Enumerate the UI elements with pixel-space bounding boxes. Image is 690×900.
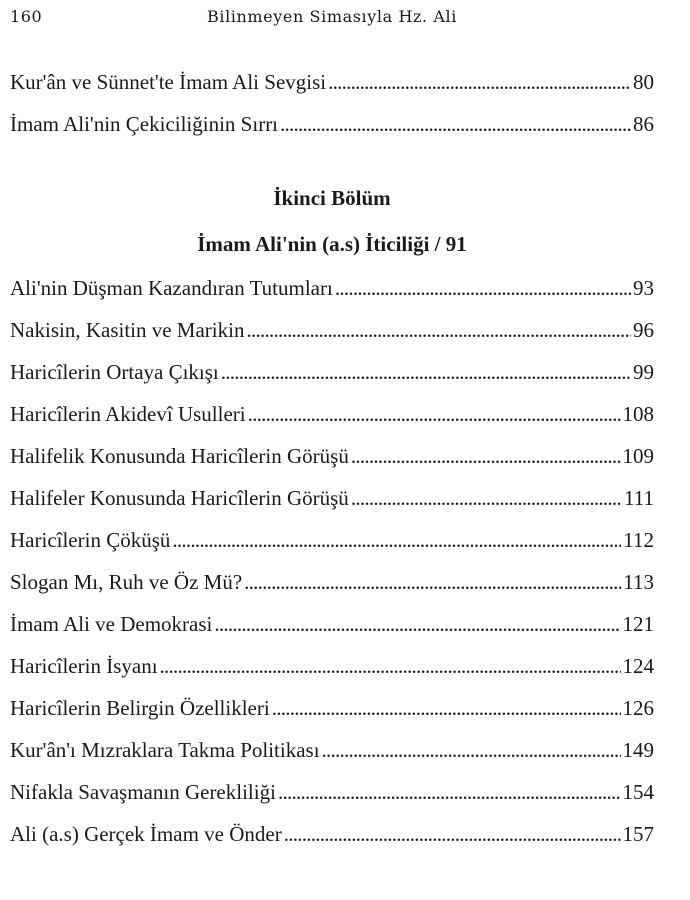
dot-leader bbox=[328, 70, 631, 95]
toc-entry bbox=[10, 696, 654, 738]
toc-entry-title: Kur'ân'ı Mızraklara Takma Politikası bbox=[10, 738, 320, 762]
toc-entry-page: 86 bbox=[633, 112, 654, 136]
toc-entry-page: 124 bbox=[622, 654, 654, 678]
part-heading: İkinci Bölüm bbox=[273, 186, 391, 210]
toc-entry-title: Halifeler Konusunda Haricîlerin Görüşü bbox=[10, 486, 349, 510]
toc-entry bbox=[10, 70, 654, 112]
running-title: Bilinmeyen Simasıyla Hz. Ali bbox=[207, 7, 457, 26]
dot-leader bbox=[284, 822, 621, 847]
dot-leader bbox=[214, 612, 620, 637]
toc-entry bbox=[10, 402, 654, 444]
toc-entry-page: 121 bbox=[622, 612, 654, 636]
toc-entry-title: İmam Ali'nin Çekiciliğinin Sırrı bbox=[10, 112, 279, 136]
dot-leader bbox=[160, 654, 621, 679]
toc-entry-title: Kur'ân ve Sünnet'te İmam Ali Sevgisi bbox=[10, 70, 327, 94]
toc-entry bbox=[10, 738, 654, 780]
toc-entry bbox=[10, 654, 654, 696]
toc-entry-page: 80 bbox=[633, 70, 654, 94]
toc-entry bbox=[10, 822, 654, 864]
toc-entry-title: Slogan Mı, Ruh ve Öz Mü? bbox=[10, 570, 243, 594]
toc-entry-page: 93 bbox=[633, 276, 654, 300]
toc-entry-title: Haricîlerin Ortaya Çıkışı bbox=[10, 360, 219, 384]
toc-entry-page: 149 bbox=[622, 738, 654, 762]
toc-entry bbox=[10, 612, 654, 654]
toc-entry bbox=[10, 570, 654, 612]
dot-leader bbox=[221, 360, 631, 385]
dot-leader bbox=[246, 318, 631, 343]
toc-entry-title: Nakisin, Kasitin ve Marikin bbox=[10, 318, 245, 342]
toc-entry-title: Haricîlerin İsyanı bbox=[10, 654, 158, 678]
toc-entry-page: 154 bbox=[622, 780, 654, 804]
page-number: 160 bbox=[10, 7, 43, 26]
toc-entry-title: Nifakla Savaşmanın Gerekliliği bbox=[10, 780, 276, 804]
toc-list-main bbox=[10, 276, 654, 864]
dot-leader bbox=[172, 528, 621, 553]
dot-leader bbox=[248, 402, 621, 427]
toc-entry-title: Haricîlerin Akidevî Usulleri bbox=[10, 402, 246, 426]
toc-entry bbox=[10, 112, 654, 154]
dot-leader bbox=[272, 696, 621, 721]
toc-entry-page: 96 bbox=[633, 318, 654, 342]
toc-entry-title: Ali'nin Düşman Kazandıran Tutumları bbox=[10, 276, 333, 300]
toc-entry bbox=[10, 276, 654, 318]
dot-leader bbox=[278, 780, 621, 805]
toc-entry-page: 99 bbox=[633, 360, 654, 384]
toc-entry-page: 126 bbox=[622, 696, 654, 720]
toc-entry-page: 109 bbox=[622, 444, 654, 468]
running-header bbox=[10, 7, 654, 31]
toc-entry bbox=[10, 444, 654, 486]
dot-leader bbox=[322, 738, 621, 763]
toc-entry-page: 112 bbox=[623, 528, 654, 552]
toc-entry-title: Haricîlerin Çöküşü bbox=[10, 528, 171, 552]
dot-leader bbox=[244, 570, 621, 595]
toc-entry-page: 111 bbox=[624, 486, 654, 510]
toc-list-top bbox=[10, 70, 654, 154]
book-page bbox=[10, 0, 654, 900]
toc-entry-title: İmam Ali ve Demokrasi bbox=[10, 612, 213, 636]
toc-entry bbox=[10, 528, 654, 570]
dot-leader bbox=[351, 486, 622, 511]
toc-entry bbox=[10, 318, 654, 360]
toc-entry bbox=[10, 780, 654, 822]
toc-entry bbox=[10, 360, 654, 402]
dot-leader bbox=[351, 444, 621, 469]
toc-entry-title: Ali (a.s) Gerçek İmam ve Önder bbox=[10, 822, 282, 846]
toc-entry-page: 113 bbox=[623, 570, 654, 594]
toc-entry-page: 108 bbox=[622, 402, 654, 426]
dot-leader bbox=[335, 276, 631, 301]
dot-leader bbox=[280, 112, 631, 137]
part-title: İmam Ali'nin (a.s) İticiliği / 91 bbox=[197, 232, 467, 256]
toc-entry-page: 157 bbox=[622, 822, 654, 846]
toc-entry bbox=[10, 486, 654, 528]
toc-entry-title: Halifelik Konusunda Haricîlerin Görüşü bbox=[10, 444, 349, 468]
toc-entry-title: Haricîlerin Belirgin Özellikleri bbox=[10, 696, 270, 720]
